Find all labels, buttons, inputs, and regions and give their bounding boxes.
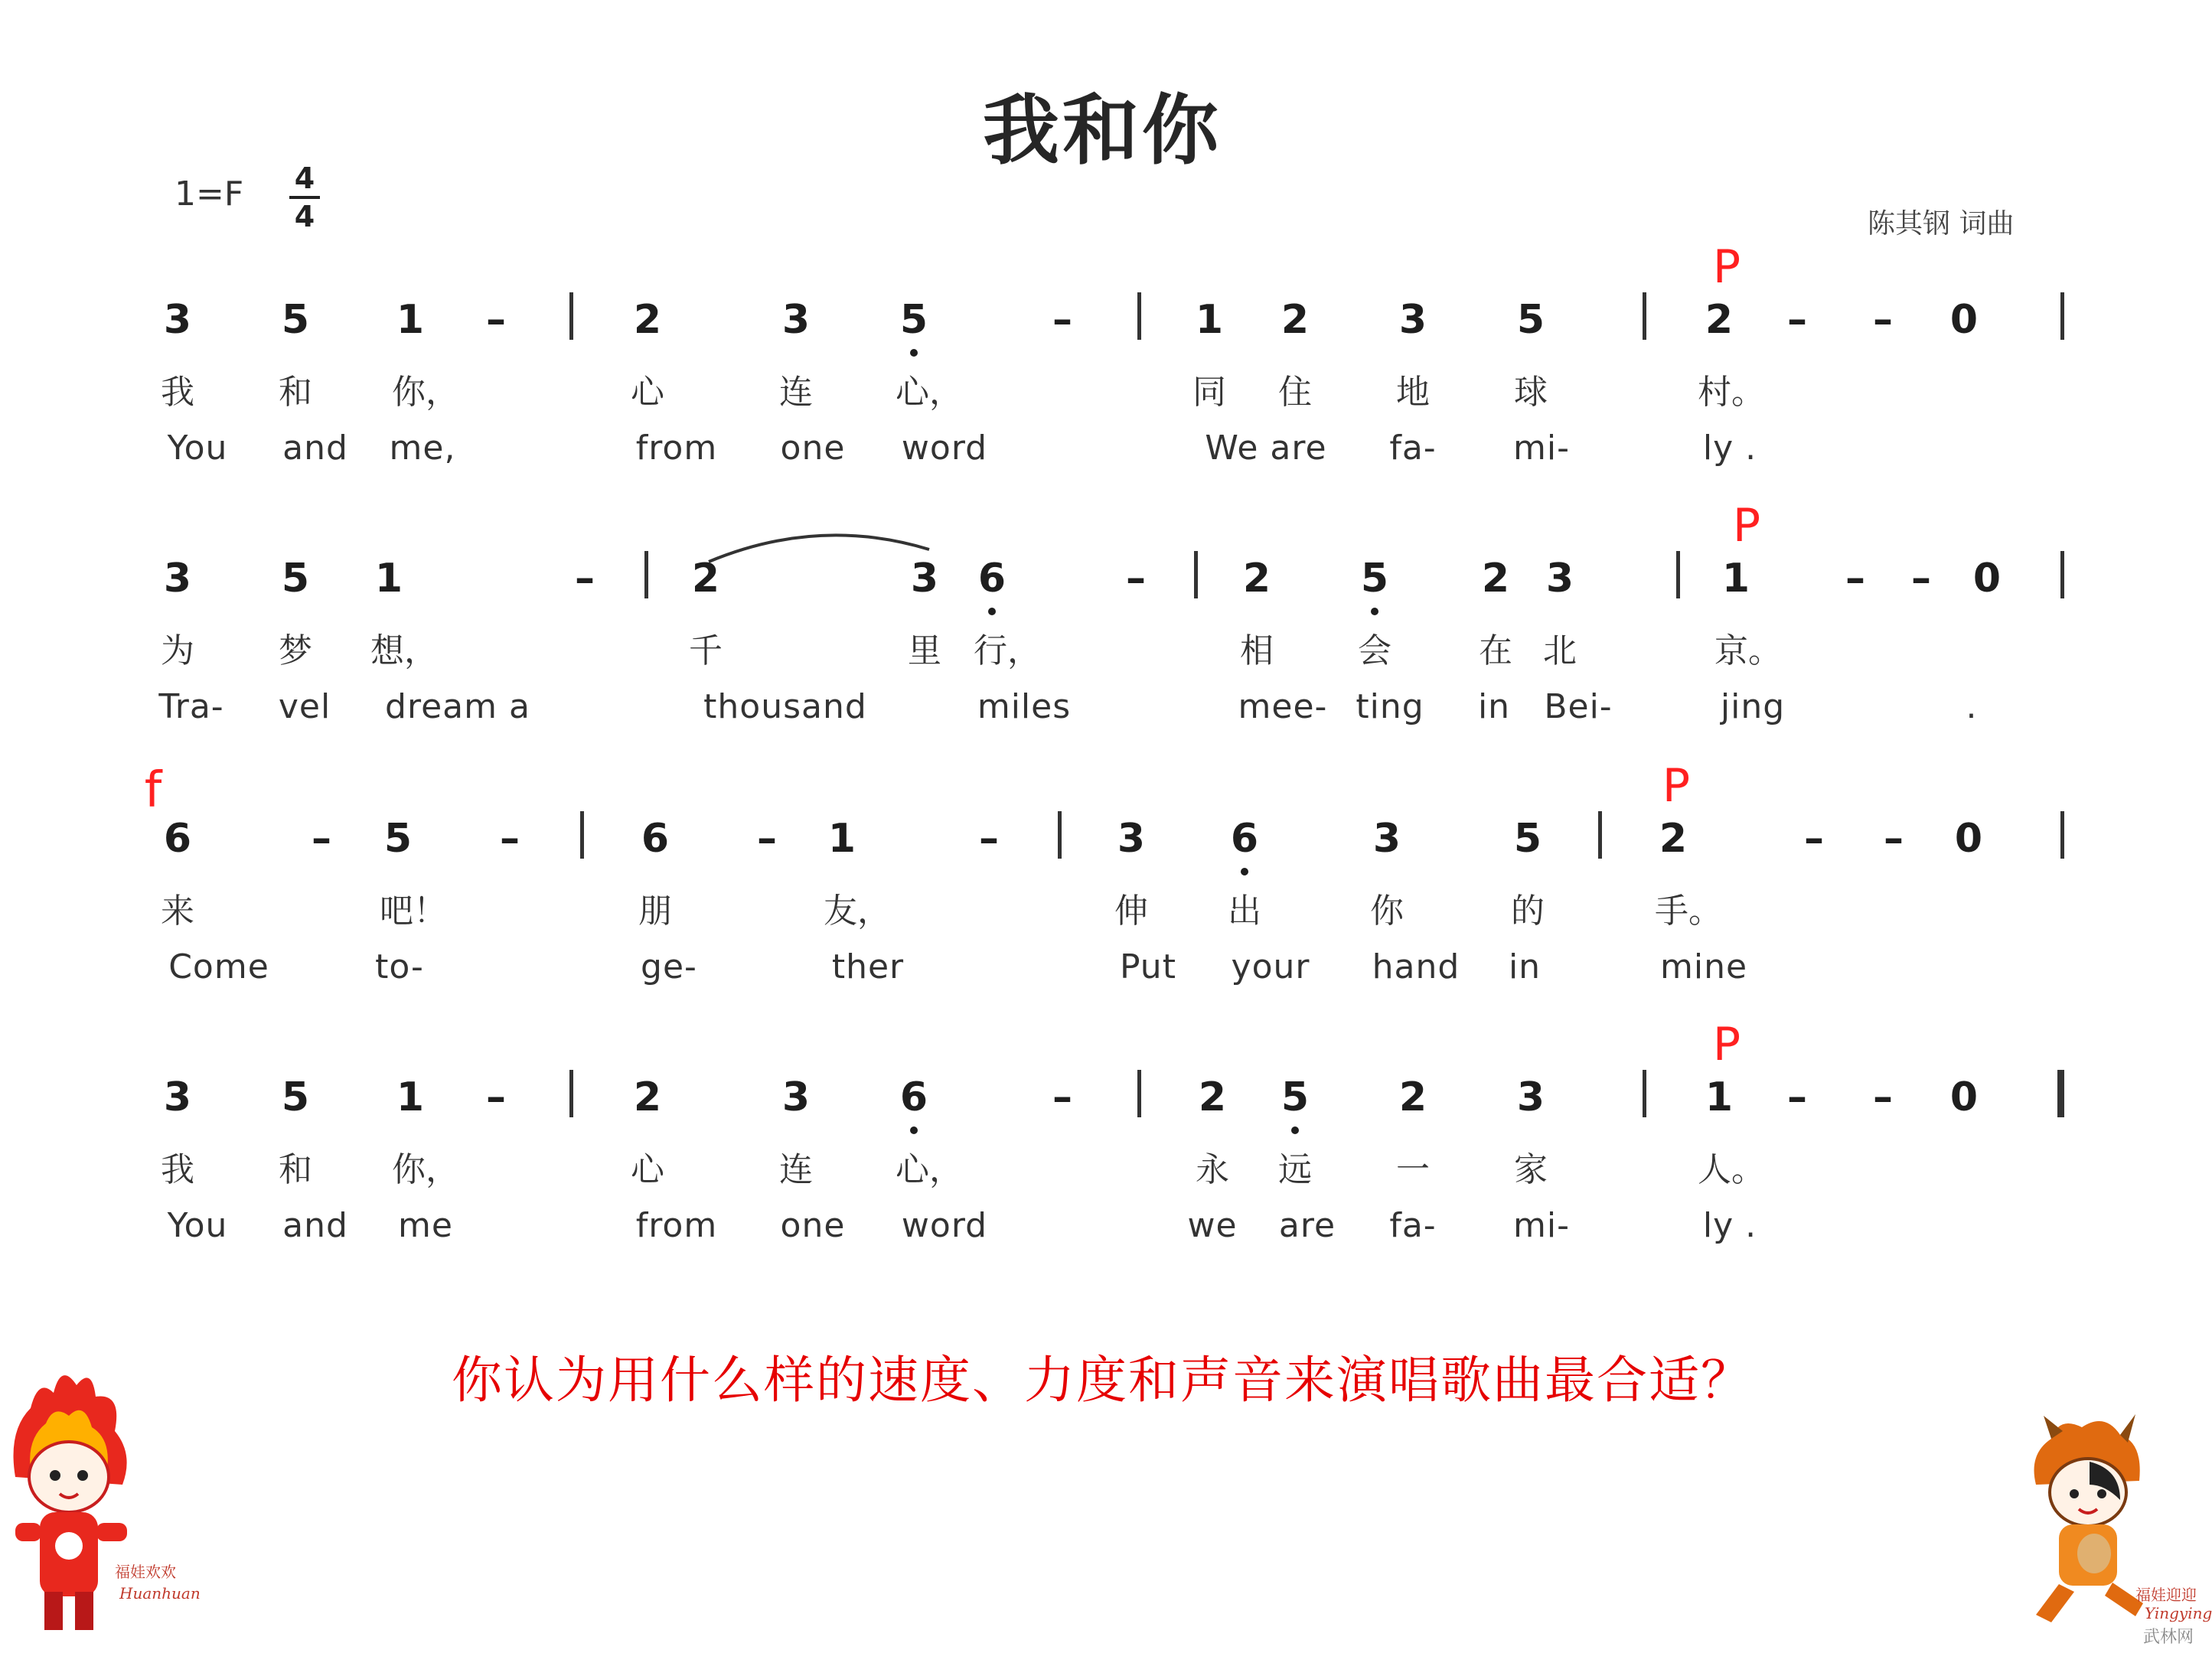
- lyric-en: vel: [278, 687, 331, 726]
- lyric-en: fa-: [1389, 429, 1437, 468]
- lyric-en: ting: [1356, 687, 1424, 726]
- note: 2: [1198, 1074, 1227, 1120]
- huanhuan-figure-icon: [0, 1362, 138, 1638]
- note-rest: 0: [1954, 816, 1983, 862]
- bar-line: [569, 1070, 573, 1117]
- low-octave-dot: [1371, 608, 1378, 615]
- dynamic-marking-p: P: [1712, 1018, 1741, 1071]
- lyric-en: mi-: [1513, 429, 1570, 468]
- note-dash: –: [1911, 556, 1931, 602]
- lyric-cn: 远: [1278, 1150, 1312, 1189]
- lyric-en: me,: [389, 429, 456, 468]
- lyric-cn: 心: [631, 373, 664, 412]
- note: 5: [281, 297, 310, 343]
- note-dash: –: [486, 1074, 506, 1120]
- lyric-cn: 永: [1196, 1150, 1229, 1189]
- lyric-en: fa-: [1389, 1206, 1437, 1245]
- note: 3: [163, 297, 192, 343]
- note-dash: –: [312, 816, 331, 862]
- low-octave-dot: [1291, 1126, 1299, 1134]
- note-dash: –: [500, 816, 520, 862]
- note: 1: [396, 1074, 425, 1120]
- huanhuan-caption: 福娃欢欢: [115, 1563, 176, 1581]
- lyric-cn: 连: [779, 1150, 813, 1189]
- lyric-en: dream a: [385, 687, 530, 726]
- final-bar-line: [2057, 1070, 2064, 1117]
- note-dash: –: [1873, 297, 1893, 343]
- note-dash: –: [1787, 297, 1807, 343]
- note: 5: [1516, 297, 1545, 343]
- note-dash: –: [1884, 816, 1904, 862]
- bar-line: [2060, 811, 2064, 859]
- lyric-en: one: [780, 1206, 846, 1245]
- lyric-en: and: [282, 429, 348, 468]
- dynamic-marking-p: P: [1732, 499, 1761, 553]
- lyric-cn: 梦: [279, 631, 312, 670]
- note-dash: –: [1804, 816, 1824, 862]
- note: 5: [383, 816, 413, 862]
- note-dash: –: [1126, 556, 1146, 602]
- score-row-3: [0, 759, 2204, 1038]
- lyric-cn: 和: [279, 1150, 312, 1189]
- lyric-cn: 出: [1228, 892, 1261, 931]
- lyric-cn: 行，: [974, 631, 1041, 670]
- lyric-en: Put: [1120, 947, 1176, 986]
- note-dash: –: [1873, 1074, 1893, 1120]
- note-dash: –: [1787, 1074, 1807, 1120]
- note-dash: –: [1052, 297, 1072, 343]
- time-signature-bar: [289, 196, 320, 199]
- note: 3: [1398, 297, 1427, 343]
- note-dash: –: [575, 556, 595, 602]
- lyric-en: thousand: [703, 687, 867, 726]
- note-dash: –: [979, 816, 999, 862]
- note-dash: –: [1052, 1074, 1072, 1120]
- lyric-cn: 人。: [1698, 1150, 1765, 1189]
- lyric-en: ther: [831, 947, 905, 986]
- bar-line: [1598, 811, 1602, 859]
- note: 1: [1721, 556, 1750, 602]
- note: 5: [1281, 1074, 1310, 1120]
- lyric-cn: 心，: [896, 373, 963, 412]
- note: 2: [633, 297, 662, 343]
- lyric-cn: 京。: [1714, 631, 1782, 670]
- lyric-cn: 地: [1396, 373, 1430, 412]
- bar-line: [580, 811, 584, 859]
- lyric-en: You: [167, 1206, 228, 1245]
- lyric-en: in: [1508, 947, 1542, 986]
- note: 2: [1281, 297, 1310, 343]
- lyric-cn: 我: [161, 1150, 194, 1189]
- note: 2: [1242, 556, 1271, 602]
- bar-line: [1643, 1070, 1646, 1117]
- lyric-cn: 心，: [896, 1150, 963, 1189]
- note: 6: [1230, 816, 1259, 862]
- composer-credit: 陈其钢 词曲: [1868, 208, 2015, 240]
- song-title: 我和你: [983, 86, 1222, 175]
- note: 2: [691, 556, 720, 602]
- lyric-cn: 住: [1278, 373, 1312, 412]
- yingying-name: Yingying: [2145, 1604, 2212, 1622]
- lyric-cn: 伸: [1114, 892, 1148, 931]
- lyric-cn: 想，: [370, 631, 438, 670]
- note: 5: [1513, 816, 1542, 862]
- note-dash: –: [757, 816, 777, 862]
- huanhuan-name: Huanhuan: [119, 1584, 201, 1602]
- note: 1: [827, 816, 856, 862]
- score-row-4: [0, 1018, 2204, 1296]
- bar-line: [1643, 292, 1646, 340]
- lyric-en: to-: [375, 947, 424, 986]
- lyric-en: ge-: [641, 947, 697, 986]
- lyric-en: You: [167, 429, 228, 468]
- discussion-question: 你认为用什么样的速度、力度和声音来演唱歌曲最合适？: [452, 1351, 1753, 1410]
- note: 2: [1705, 297, 1734, 343]
- note-rest: 0: [1972, 556, 2002, 602]
- lyric-en: word: [901, 429, 988, 468]
- lyric-en: are: [1278, 1206, 1336, 1245]
- yingying-figure-icon: [2021, 1408, 2151, 1638]
- lyric-en: one: [780, 429, 846, 468]
- lyric-cn: 的: [1511, 892, 1545, 931]
- lyric-cn: 和: [279, 373, 312, 412]
- lyric-en: and: [282, 1206, 348, 1245]
- note: 6: [163, 816, 192, 862]
- lyric-en: ly .: [1702, 429, 1757, 468]
- slur-tie: [704, 528, 934, 566]
- note: 5: [1360, 556, 1389, 602]
- note: 3: [163, 1074, 192, 1120]
- note: 5: [281, 1074, 310, 1120]
- note: 3: [1545, 556, 1574, 602]
- lyric-cn: 你: [1370, 892, 1404, 931]
- lyric-cn: 我: [161, 373, 194, 412]
- note: 5: [281, 556, 310, 602]
- note: 1: [374, 556, 403, 602]
- lyric-cn: 相: [1240, 631, 1274, 670]
- watermark: 武林网: [2143, 1628, 2194, 1647]
- lyric-en: word: [901, 1206, 988, 1245]
- yingying-caption: 福娃迎迎: [2135, 1586, 2197, 1604]
- lyric-en: your: [1231, 947, 1310, 986]
- dynamic-marking-f: f: [144, 762, 162, 819]
- lyric-en: we: [1187, 1206, 1238, 1245]
- lyric-en: me: [398, 1206, 453, 1245]
- lyric-en: from: [635, 1206, 718, 1245]
- lyric-en: mine: [1659, 947, 1748, 986]
- time-signature: [289, 162, 320, 233]
- note: 3: [1372, 816, 1401, 862]
- score-row-1: [0, 240, 2204, 519]
- lyric-cn: 你，: [392, 1150, 459, 1189]
- bar-line: [1137, 292, 1141, 340]
- note: 1: [1705, 1074, 1734, 1120]
- lyric-cn: 心: [631, 1150, 664, 1189]
- lyric-en: mee-: [1238, 687, 1328, 726]
- lyric-cn: 你，: [392, 373, 459, 412]
- bar-line: [2060, 292, 2064, 340]
- note: 3: [781, 297, 811, 343]
- note: 2: [1481, 556, 1510, 602]
- note: 3: [1117, 816, 1146, 862]
- bar-line: [1137, 1070, 1141, 1117]
- note: 6: [977, 556, 1006, 602]
- lyric-cn: 球: [1514, 373, 1548, 412]
- bar-line: [1676, 551, 1680, 598]
- mascot-huanhuan: [0, 1362, 201, 1638]
- note-rest: 0: [1949, 297, 1979, 343]
- time-signature-bottom: 4: [294, 200, 315, 233]
- note: 2: [1659, 816, 1688, 862]
- score-row-2: [0, 499, 2204, 778]
- bar-line: [644, 551, 648, 598]
- note: 3: [910, 556, 939, 602]
- mascot-yingying: [2021, 1408, 2212, 1653]
- lyric-cn: 家: [1514, 1150, 1548, 1189]
- lyric-en: miles: [977, 687, 1072, 726]
- note-rest: 0: [1949, 1074, 1979, 1120]
- lyric-cn: 友，: [824, 892, 891, 931]
- note-dash: –: [486, 297, 506, 343]
- lyric-cn: 在: [1479, 631, 1512, 670]
- lyric-en: ly .: [1702, 1206, 1757, 1245]
- low-octave-dot: [1241, 868, 1248, 875]
- note: 3: [781, 1074, 811, 1120]
- lyric-en: jing: [1720, 687, 1786, 726]
- lyric-cn: 北: [1543, 631, 1577, 670]
- lyric-en: hand: [1372, 947, 1460, 986]
- lyric-cn: 同: [1192, 373, 1226, 412]
- low-octave-dot: [910, 1126, 918, 1134]
- lyric-en: We are: [1205, 429, 1327, 468]
- note-dash: –: [1845, 556, 1865, 602]
- lyric-en: Come: [168, 947, 269, 986]
- note: 3: [163, 556, 192, 602]
- lyric-en: from: [635, 429, 718, 468]
- low-octave-dot: [910, 349, 918, 357]
- lyric-cn: 会: [1358, 631, 1391, 670]
- note: 2: [1398, 1074, 1427, 1120]
- lyric-en: Tra-: [158, 687, 224, 726]
- note: 6: [641, 816, 670, 862]
- bar-line: [1058, 811, 1062, 859]
- lyric-en: .: [1966, 687, 1978, 726]
- dynamic-marking-p: P: [1662, 759, 1691, 813]
- lyric-cn: 朋: [638, 892, 672, 931]
- key-signature: 1=F: [175, 174, 244, 214]
- time-signature-top: 4: [294, 161, 315, 195]
- lyric-en: Bei-: [1544, 687, 1613, 726]
- note: 3: [1516, 1074, 1545, 1120]
- lyric-cn: 村。: [1698, 373, 1765, 412]
- bar-line: [2060, 551, 2064, 598]
- lyric-cn: 连: [779, 373, 813, 412]
- note: 5: [899, 297, 928, 343]
- bar-line: [1194, 551, 1198, 598]
- lyric-cn: 吧！: [380, 892, 447, 931]
- dynamic-marking-p: P: [1712, 240, 1741, 294]
- lyric-cn: 里: [908, 631, 941, 670]
- lyric-cn: 来: [161, 892, 194, 931]
- lyric-cn: 手。: [1655, 892, 1722, 931]
- note: 6: [899, 1074, 928, 1120]
- low-octave-dot: [988, 608, 996, 615]
- note: 1: [1195, 297, 1224, 343]
- bar-line: [569, 292, 573, 340]
- lyric-cn: 一: [1396, 1150, 1430, 1189]
- lyric-cn: 为: [161, 631, 194, 670]
- note: 1: [396, 297, 425, 343]
- lyric-en: mi-: [1513, 1206, 1570, 1245]
- note: 2: [633, 1074, 662, 1120]
- lyric-cn: 千: [689, 631, 723, 670]
- lyric-en: in: [1477, 687, 1511, 726]
